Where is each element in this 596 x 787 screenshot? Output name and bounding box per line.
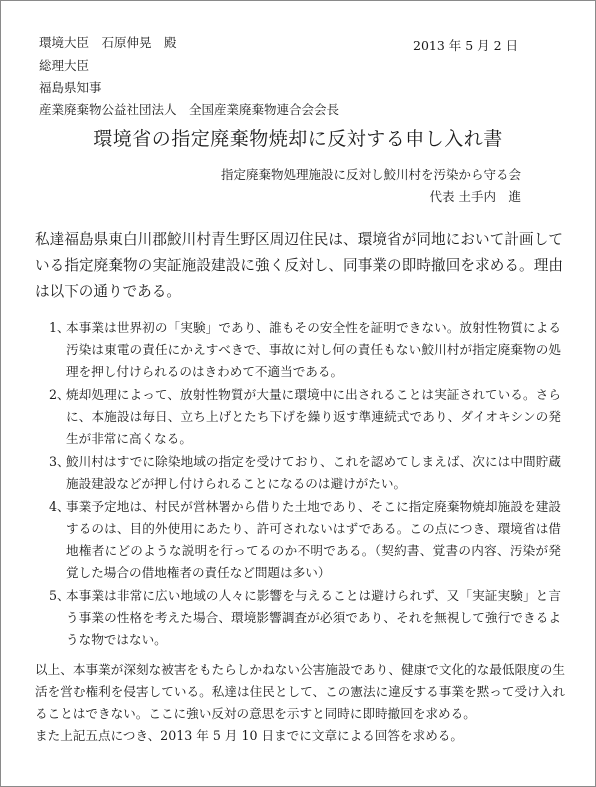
item-text: 焼却処理によって、放射性物質が大量に環境中に出されることは実証されている。さらに、本施設は毎日、立ち上げとたち下げを繰り返す準連続式であり、ダイオキシンの発生が非常に高くなる。: [66, 387, 561, 446]
item-number: 1、: [49, 320, 70, 335]
item-number: 5、: [49, 588, 70, 603]
closing-section: [35, 659, 565, 747]
sender-representative: 代表 土手内 進: [429, 189, 521, 204]
reasons-list: [49, 317, 561, 652]
list-item: [49, 384, 561, 450]
addressee-prime-minister: 総理大臣: [39, 58, 90, 73]
addressee-waste-federation: 産業廃棄物公益社団法人 全国産業廃棄物連合会会長: [39, 102, 340, 117]
item-text: 本事業は世界初の「実験」であり、誰もその安全性を証明できない。放射性物質による汚染は東電の責任にかえすべきで、事故に対し何の責任もない鮫川村が指定廃棄物の処理を押し付けられるのはきわめて不適当である。: [66, 320, 561, 379]
list-item: [49, 496, 561, 584]
list-item: [49, 451, 561, 495]
closing-request: また上記五点につき、2013 年 5 月 10 日までに文章による回答を求める。: [35, 728, 463, 743]
list-item: [49, 585, 561, 651]
item-number: 4、: [49, 499, 70, 514]
item-number: 2、: [49, 387, 70, 402]
document-date: 2013 年 5 月 2 日: [413, 38, 519, 53]
list-item: [49, 317, 561, 383]
item-text: 事業予定地は、村民が営林署から借りた土地であり、そこに指定廃棄物焼却施設を建設するのは、目的外使用にあたり、許可されないはずである。この点につき、環境省は借地権者にどのような説明を行ってるのか不明である。（契約書、覚書の内容、汚染が発覚した場合の借地権者の責任など問題は多い）: [66, 499, 561, 580]
addressee-environment-minister: 環境大臣 石原伸晃 殿: [39, 35, 177, 50]
item-text: 本事業は非常に広い地域の人々に影響を与えることは避けられず、又「実証実験」と言う事業の性格を考えた場合、環境影響調査が必須であり、それを無視して強行できるような物ではない。: [66, 588, 561, 647]
item-number: 3、: [49, 454, 70, 469]
document-title: 環境省の指定廃棄物焼却に反対する申し入れ書: [93, 128, 503, 150]
item-text: 鮫川村はすでに除染地域の指定を受けており、これを認めてしまえば、次には中間貯蔵施設建設などが押し付けられることになるのは避けがたい。: [66, 454, 561, 491]
sender-organization: 指定廃棄物処理施設に反対し鮫川村を汚染から守る会: [220, 167, 521, 182]
addressee-fukushima-governor: 福島県知事: [39, 80, 102, 95]
intro-paragraph: 私達福島県東白川郡鮫川村青生野区周辺住民は、環境省が同地において計画している指定廃棄物の実証施設建設に強く反対し、同事業の即時撤回を求める。理由は以下の通りである。: [35, 231, 563, 300]
closing-paragraph: 以上、本事業が深刻な被害をもたらしかねない公害施設であり、健康で文化的な最低限度の生活を営む権利を侵害している。私達は住民として、この憲法に違反する事業を黙って受け入れることはできない。ここに強い反対の意思を示すと同時に即時撤回を求める。: [35, 662, 565, 721]
